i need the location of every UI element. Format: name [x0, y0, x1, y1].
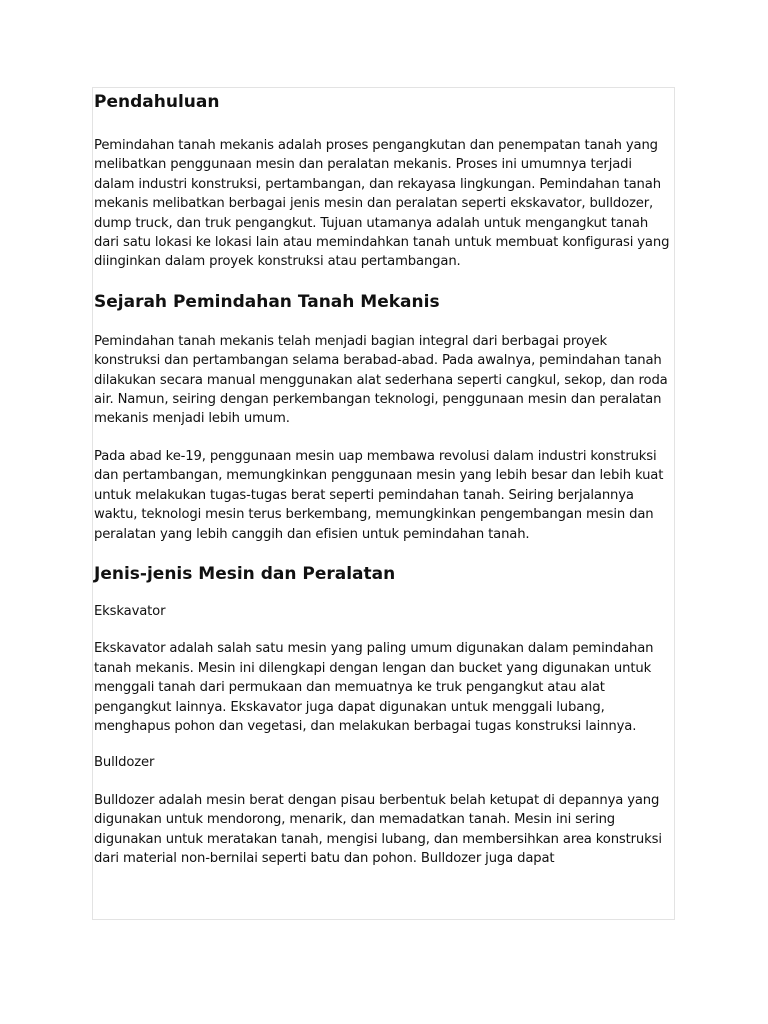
paragraph-ekskavator: Ekskavator adalah salah satu mesin yang paling umum digunakan dalam pemindahan tanah mekanis. Mesin ini dilengkapi dengan lengan dan bucket yang digunakan untuk menggali tanah dari permukaan dan memuatnya ke truk pengangkut atau alat pengangkut lainnya. Ekskavator juga dapat digunakan untuk menggali lubang, menghapus pohon dan vegetasi, dan melakukan berbagai tugas konstruksi lainnya.	[94, 641, 654, 734]
paragraph-pendahuluan: Pemindahan tanah mekanis adalah proses pengangkutan dan penempatan tanah yang melibatkan penggunaan mesin dan peralatan mekanis. Proses ini umumnya terjadi dalam industri konstruksi, pertambangan, dan rekayasa lingkungan. Pemindahan tanah mekanis melibatkan berbagai jenis mesin dan peralatan seperti ekskavator, bulldozer, dump truck, dan truk pengangkut. Tujuan utamanya adalah untuk mengangkut tanah dari satu lokasi ke lokasi lain atau memindahkan tanah untuk membuat konfigurasi yang diinginkan dalam proyek konstruksi atau pertambangan.	[94, 138, 670, 270]
subheading-bulldozer: Bulldozer	[94, 755, 155, 771]
paragraph-bulldozer: Bulldozer adalah mesin berat dengan pisau berbentuk belah ketupat di depannya yang digunakan untuk mendorong, menarik, dan memadatkan tanah. Mesin ini sering digunakan untuk meratakan tanah, mengisi lubang, dan membersihkan area konstruksi dari material non-bernilai seperti batu dan pohon. Bulldozer juga dapat	[94, 792, 662, 866]
heading-pendahuluan: Pendahuluan	[94, 92, 220, 112]
heading-sejarah: Sejarah Pemindahan Tanah Mekanis	[94, 291, 440, 312]
document-content	[94, 91, 675, 868]
paragraph-sejarah-2: Pada abad ke-19, penggunaan mesin uap membawa revolusi dalam industri konstruksi dan pertambangan, memungkinkan penggunaan mesin yang lebih besar dan lebih kuat untuk melakukan tugas-tugas berat seperti pemindahan tanah. Seiring berjalannya waktu, teknologi mesin terus berkembang, memungkinkan pengembangan mesin dan peralatan yang lebih canggih dan efisien untuk pemindahan tanah.	[94, 448, 664, 542]
paragraph-sejarah-1: Pemindahan tanah mekanis telah menjadi bagian integral dari berbagai proyek konstruksi dan pertambangan selama berabad-abad. Pada awalnya, pemindahan tanah dilakukan secara manual menggunakan alat sederhana seperti cangkul, sekop, dan roda air. Namun, seiring dengan perkembangan teknologi, penggunaan mesin dan peralatan mekanis menjadi lebih umum.	[94, 333, 668, 427]
document-page	[92, 87, 675, 920]
heading-jenis-mesin: Jenis-jenis Mesin dan Peralatan	[94, 563, 396, 584]
subheading-ekskavator: Ekskavator	[94, 603, 166, 619]
